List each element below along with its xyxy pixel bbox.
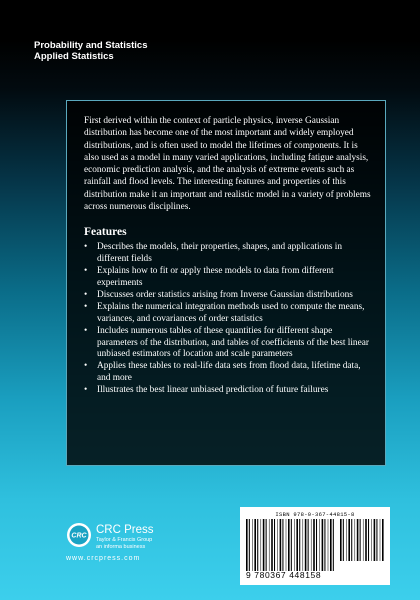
publisher-logo — [66, 522, 216, 582]
svg-text:CRC: CRC — [71, 532, 87, 540]
feature-text: Applies these tables to real-life data sets from flood data, lifetime data, and more — [97, 361, 361, 383]
feature-item — [84, 385, 373, 396]
features-list — [84, 242, 373, 396]
features-heading: Features — [84, 226, 127, 239]
ean-digits: 9 780367 448158 — [246, 570, 322, 580]
subject-category — [34, 40, 148, 62]
bullet-icon: • — [84, 290, 88, 300]
bullet-icon: • — [84, 266, 88, 277]
description-panel — [66, 100, 386, 466]
feature-text: Describes the models, their properties, shapes, and applications in different fields — [97, 242, 343, 264]
bullet-icon: • — [84, 302, 88, 313]
feature-item — [84, 361, 373, 384]
feature-item — [84, 242, 373, 265]
crc-logo-icon — [66, 522, 92, 548]
barcode — [240, 507, 390, 585]
publisher-website[interactable]: www.crcpress.com — [66, 555, 141, 562]
category-line-1: Probability and Statistics — [34, 40, 148, 51]
bullet-icon: • — [84, 361, 88, 372]
feature-text: Explains the numerical integration methods used to compute the means, variances, and covariances of order statistics — [97, 302, 365, 324]
addon-barcode-icon — [340, 519, 384, 561]
feature-item — [84, 266, 373, 289]
feature-item — [84, 290, 373, 301]
bullet-icon: • — [84, 385, 88, 396]
category-line-2: Applied Statistics — [34, 51, 114, 62]
feature-text: Explains how to fit or apply these models to data from different experiments — [97, 266, 334, 288]
feature-text: Illustrates the best linear unbiased prediction of future failures — [97, 385, 329, 396]
feature-text: Includes numerous tables of these quantities for different shape parameters of the distribution, and tables of coefficients of the best linear unbiased estimators of location and scale parameters — [97, 326, 369, 360]
feature-text: Discusses order statistics arising from Inverse Gaussian distributions — [97, 290, 353, 300]
publisher-tagline: an informa business — [96, 544, 146, 550]
book-description: First derived within the context of particle physics, inverse Gaussian distribution has become one of the most important and widely employed distributions, and is often used to model the lifetimes of components. It is also used as a model in many varied applications, including fatigue analysis, economic prediction analysis, and the analysis of extreme events such as rainfall and flood levels. The interesting features and properties of this distribution make it an important and realistic model in a variety of problems across numerous disciplines. — [84, 116, 371, 213]
publisher-group: Taylor & Francis Group — [96, 537, 153, 543]
bullet-icon: • — [84, 326, 88, 337]
isbn-label: ISBN 978-0-367-44815-8 — [275, 511, 355, 518]
feature-item — [84, 302, 373, 325]
publisher-name: CRC Press — [96, 524, 154, 536]
bullet-icon: • — [84, 242, 88, 253]
ean-barcode-icon — [246, 519, 336, 571]
barcode-graphic — [246, 519, 384, 579]
feature-item — [84, 326, 373, 360]
